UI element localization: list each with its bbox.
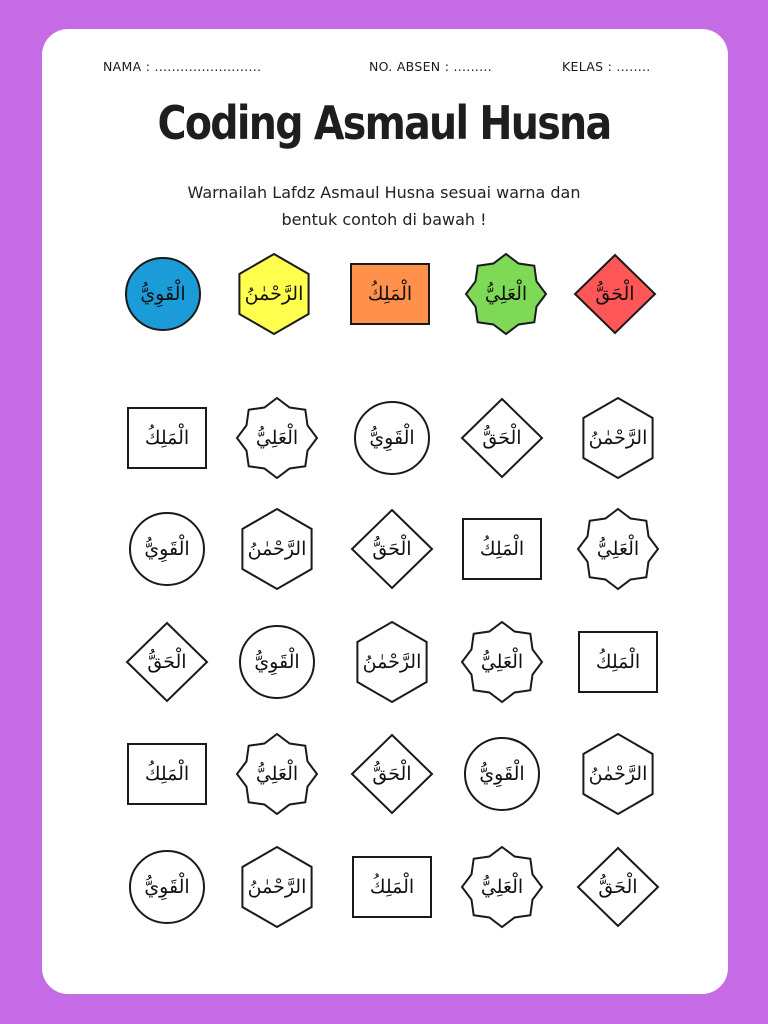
grid-shape-diamond[interactable] <box>347 506 437 592</box>
lafadz-label: الرَّحْمٰنُ <box>362 651 422 673</box>
grid-shape-circle[interactable] <box>122 506 212 592</box>
grid-shape-square[interactable] <box>573 619 663 705</box>
key-shape-octagram[interactable] <box>461 251 551 337</box>
grid-shape-octagram[interactable] <box>457 619 547 705</box>
grid-shape-diamond[interactable] <box>122 619 212 705</box>
kelas-field: KELAS : ........ <box>562 59 651 74</box>
lafadz-label: الرَّحْمٰنُ <box>588 427 648 449</box>
grid-shape-circle[interactable] <box>232 619 322 705</box>
grid-shape-hexagon[interactable] <box>232 506 322 592</box>
lafadz-label: الرَّحْمٰنُ <box>247 876 307 898</box>
page-title: Coding Asmaul Husna <box>157 96 611 150</box>
lafadz-label: الْمَلِكُ <box>369 876 415 898</box>
lafadz-label: الْقَوِيُّ <box>369 427 415 449</box>
lafadz-label: الْمَلِكُ <box>144 763 190 785</box>
lafadz-label: الْقَوِيُّ <box>144 538 190 560</box>
lafadz-label: الْعَلِيُّ <box>255 763 299 785</box>
lafadz-label: الْحَقُّ <box>595 283 635 305</box>
grid-shape-circle[interactable] <box>457 731 547 817</box>
lafadz-label: الرَّحْمٰنُ <box>588 763 648 785</box>
lafadz-label: الْعَلِيُّ <box>255 427 299 449</box>
grid-shape-diamond[interactable] <box>457 395 547 481</box>
lafadz-label: الْقَوِيُّ <box>479 763 525 785</box>
nama-field: NAMA : ......................... <box>103 59 262 74</box>
lafadz-label: الرَّحْمٰنُ <box>244 283 304 305</box>
grid-shape-hexagon[interactable] <box>232 844 322 930</box>
lafadz-label: الْحَقُّ <box>372 763 412 785</box>
instruction-line-1: Warnailah Lafdz Asmaul Husna sesuai warna dan <box>187 183 581 202</box>
lafadz-label: الْقَوِيُّ <box>254 651 300 673</box>
lafadz-label: الْعَلِيُّ <box>484 283 528 305</box>
grid-shape-hexagon[interactable] <box>347 619 437 705</box>
absen-field: NO. ABSEN : ......... <box>369 59 492 74</box>
grid-shape-hexagon[interactable] <box>573 731 663 817</box>
key-shape-hexagon[interactable] <box>229 251 319 337</box>
grid-shape-square[interactable] <box>122 395 212 481</box>
lafadz-label: الْقَوِيُّ <box>140 283 186 305</box>
grid-shape-circle[interactable] <box>122 844 212 930</box>
lafadz-label: الْعَلِيُّ <box>480 651 524 673</box>
key-shape-circle[interactable] <box>118 251 208 337</box>
instruction-line-2: bentuk contoh di bawah ! <box>281 210 487 229</box>
key-shape-diamond[interactable] <box>570 251 660 337</box>
lafadz-label: الْحَقُّ <box>147 651 187 673</box>
lafadz-label: الْحَقُّ <box>598 876 638 898</box>
lafadz-label: الْحَقُّ <box>372 538 412 560</box>
key-shape-square[interactable] <box>345 251 435 337</box>
grid-shape-octagram[interactable] <box>573 506 663 592</box>
lafadz-label: الْمَلِكُ <box>595 651 641 673</box>
lafadz-label: الرَّحْمٰنُ <box>247 538 307 560</box>
grid-shape-square[interactable] <box>457 506 547 592</box>
grid-shape-hexagon[interactable] <box>573 395 663 481</box>
lafadz-label: الْعَلِيُّ <box>596 538 640 560</box>
grid-shape-diamond[interactable] <box>573 844 663 930</box>
grid-shape-diamond[interactable] <box>347 731 437 817</box>
lafadz-label: الْقَوِيُّ <box>144 876 190 898</box>
grid-shape-square[interactable] <box>347 844 437 930</box>
lafadz-label: الْمَلِكُ <box>144 427 190 449</box>
lafadz-label: الْعَلِيُّ <box>480 876 524 898</box>
lafadz-label: الْمَلِكُ <box>479 538 525 560</box>
lafadz-label: الْمَلِكُ <box>367 283 413 305</box>
grid-shape-octagram[interactable] <box>457 844 547 930</box>
grid-shape-circle[interactable] <box>347 395 437 481</box>
grid-shape-square[interactable] <box>122 731 212 817</box>
lafadz-label: الْحَقُّ <box>482 427 522 449</box>
grid-shape-octagram[interactable] <box>232 731 322 817</box>
grid-shape-octagram[interactable] <box>232 395 322 481</box>
